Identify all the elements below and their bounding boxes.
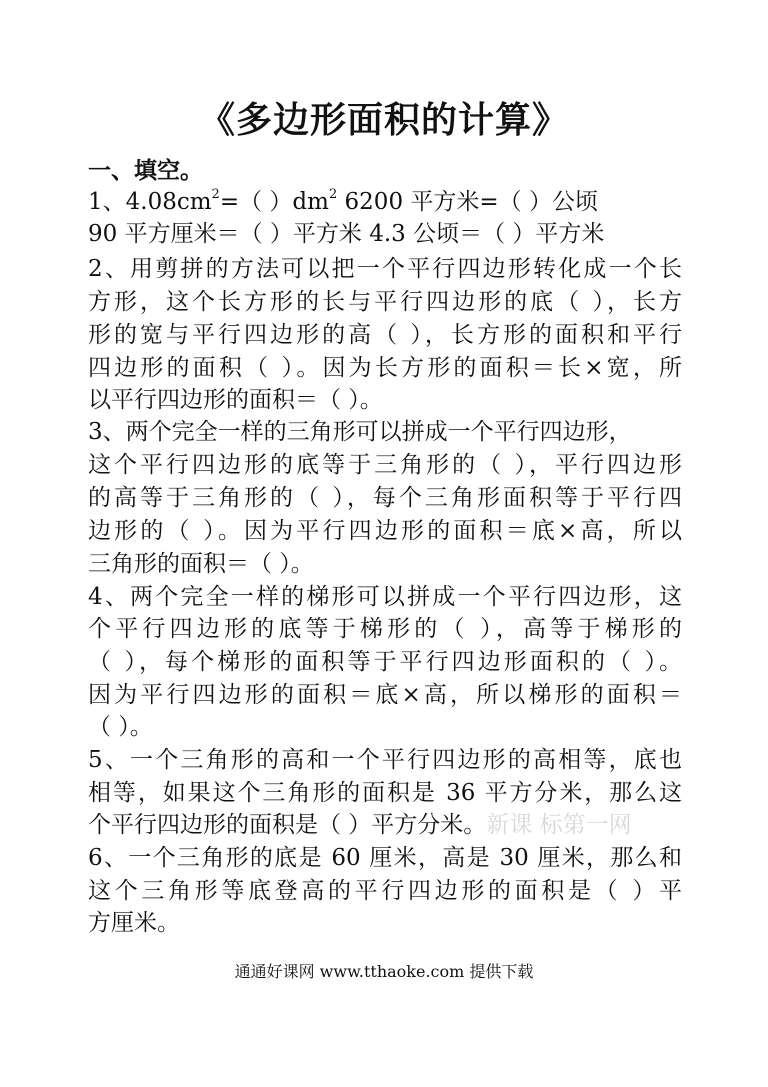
question-line: 2、用剪拼的方法可以把一个平行四边形转化成一个长: [88, 256, 682, 282]
page-title: 《多边形面积的计算》: [198, 99, 569, 141]
question-line: 6、一个三角形的底是 60 厘米，高是 30 厘米，那么和: [88, 845, 682, 871]
superscript: 2: [328, 187, 338, 203]
question-line: 四边形的面积（ ）。因为长方形的面积＝长×宽，所: [88, 355, 682, 381]
text-segment: =（ ）dm: [219, 189, 329, 215]
watermark-text: 新课 标第一网: [486, 812, 632, 838]
question-line: 这个平行四边形的底等于三角形的（ ），平行四边形: [88, 452, 682, 478]
question-line: 90 平方厘米＝（ ）平方米 4.3 公顷＝（ ）平方米: [88, 221, 605, 247]
footer-text: 通通好课网 www.tthaoke.com 提供下载: [234, 962, 534, 981]
question-line: 的高等于三角形的（ ），每个三角形面积等于平行四: [88, 485, 682, 511]
question-line: 方形，这个长方形的长与平行四边形的底（ ），长方: [88, 289, 682, 315]
superscript: 2: [211, 187, 220, 203]
section-heading: 一、填空。: [88, 157, 203, 184]
question-line: 4、两个完全一样的梯形可以拼成一个平行四边形，这: [88, 584, 682, 610]
question-line: 相等，如果这个三角形的面积是 36 平方分米，那么这: [88, 780, 682, 806]
question-line: 个平行四边形的底等于梯形的（ ），高等于梯形的: [88, 616, 682, 642]
question-line: [88, 809, 682, 841]
question-line: （ ），每个梯形的面积等于平行四边形面积的（ ）。: [88, 649, 682, 675]
question-line: 形的宽与平行四边形的高（ ），长方形的面积和平行: [88, 322, 682, 348]
question-line: 3、两个完全一样的三角形可以拼成一个平行四边形，: [88, 419, 632, 445]
question-line: 5、一个三角形的高和一个平行四边形的高相等，底也: [88, 747, 682, 773]
text-segment: 1、4.08cm: [88, 189, 212, 215]
question-line: 这个三角形等底登高的平行四边形的面积是（ ）平: [88, 878, 682, 904]
text-segment: 个平行四边形的面积是（ ）平方分米。: [88, 812, 487, 838]
text-segment: 6200 平方米=（ ）公顷: [337, 189, 598, 215]
question-line: [88, 186, 682, 218]
question-line: 方厘米。: [88, 910, 180, 936]
question-line: 三角形的面积＝（ ）。: [88, 551, 314, 577]
question-line: 以平行四边形的面积＝（ ）。: [88, 387, 383, 413]
question-line: 边形的（ ）。因为平行四边形的面积＝底×高，所以: [88, 518, 682, 544]
question-line: 因为平行四边形的面积＝底×高，所以梯形的面积＝: [88, 682, 682, 708]
question-line: （ ）。: [88, 714, 153, 740]
